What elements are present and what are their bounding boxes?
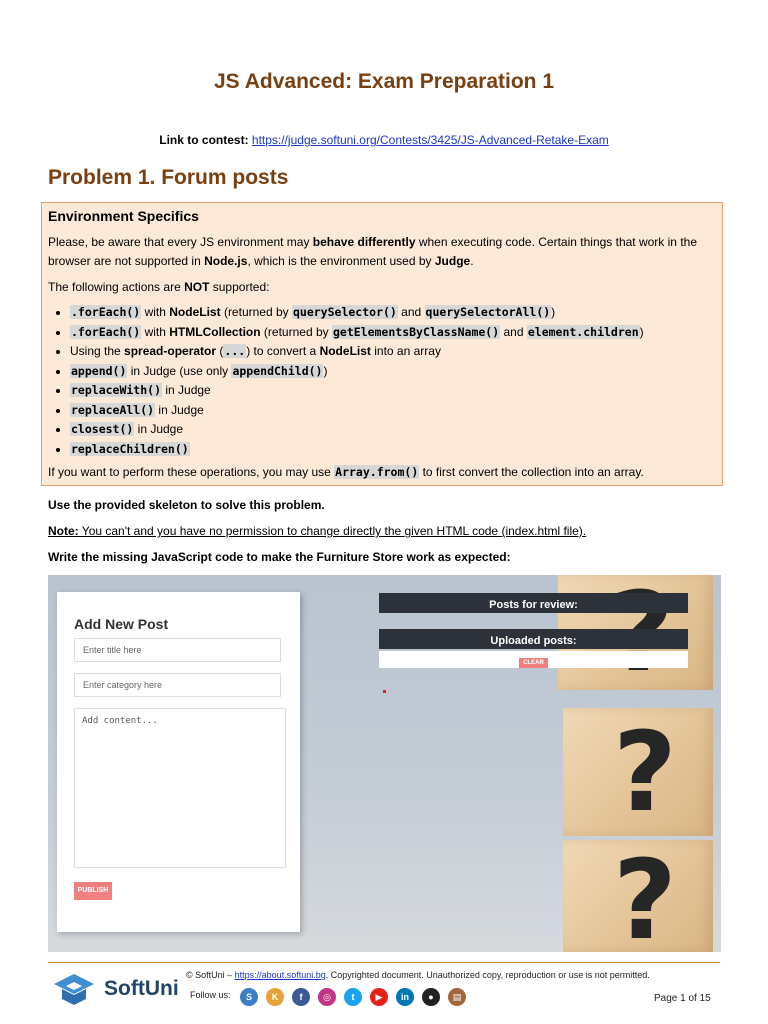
environment-paragraph: Please, be aware that every JS environment may behave differently when executing code. Certain things that work in the browser are not supported in Node.js, which is the environment used by Judge. <box>48 234 697 268</box>
copyright-line: © SoftUni – https://about.softuni.bg. Copyrighted document. Unauthorized copy, reproduction or use is not permitted. <box>186 970 650 980</box>
wood-cube <box>563 708 713 836</box>
form-heading: Add New Post <box>74 616 169 632</box>
list-item: • replaceWith() in Judge <box>70 381 716 401</box>
list-item: • replaceAll() in Judge <box>70 401 716 421</box>
list-item: • .forEach() with HTMLCollection (returned by getElementsByClassName() and element.children) <box>70 323 716 343</box>
note-line: Note: You can't and you have no permission to change directly the given HTML code (index.html file). <box>48 524 587 538</box>
page-number: Page 1 of 15 <box>654 993 711 1004</box>
question-mark: ? <box>613 708 677 836</box>
list-item: • .forEach() with NodeList (returned by querySelector() and querySelectorAll()) <box>70 303 716 323</box>
wood-cube <box>563 836 713 952</box>
softuni-icon[interactable]: S <box>240 988 258 1006</box>
document-title: JS Advanced: Exam Preparation 1 <box>213 70 555 93</box>
publish-button[interactable]: PUBLISH <box>74 882 112 900</box>
softuni-logo-icon <box>52 972 96 1006</box>
about-link[interactable]: https://about.softuni.bg <box>234 970 326 980</box>
list-item: • Using the spread-operator (...) to convert a NodeList into an array <box>70 342 716 362</box>
not-supported-intro: The following actions are NOT supported: <box>48 279 270 294</box>
instagram-icon[interactable]: ◎ <box>318 988 336 1006</box>
red-dot <box>383 690 386 693</box>
blog-icon[interactable]: ▤ <box>448 988 466 1006</box>
contest-link[interactable]: https://judge.softuni.org/Contests/3425/JS-Advanced-Retake-Exam <box>251 133 609 147</box>
review-panel-heading: Posts for review: <box>379 593 688 613</box>
list-item: • replaceChildren() <box>70 440 716 460</box>
youtube-icon[interactable]: ▶ <box>370 988 388 1006</box>
app-screenshot <box>48 575 721 952</box>
linkedin-icon[interactable]: in <box>396 988 414 1006</box>
environment-box <box>41 202 723 486</box>
softuni-kids-icon[interactable]: K <box>266 988 284 1006</box>
clear-button[interactable]: CLEAR <box>519 658 548 668</box>
content-textarea[interactable]: Add content... <box>74 708 286 868</box>
add-post-form <box>57 592 300 932</box>
question-mark: ? <box>613 836 677 952</box>
problem-title: Problem 1. Forum posts <box>48 166 289 189</box>
facebook-icon[interactable]: f <box>292 988 310 1006</box>
environment-heading: Environment Specifics <box>48 208 199 224</box>
uploaded-panel-heading: Uploaded posts: <box>379 629 688 649</box>
array-from-tip: If you want to perform these operations, you may use Array.from() to first convert the collection into an array. <box>48 465 644 479</box>
footer-divider <box>48 962 720 963</box>
write-instruction: Write the missing JavaScript code to make the Furniture Store work as expected: <box>48 550 511 564</box>
softuni-logo-text: SoftUni <box>104 977 179 1000</box>
not-supported-list <box>48 303 716 459</box>
contest-line <box>0 133 768 147</box>
title-input[interactable]: Enter title here <box>74 638 281 662</box>
category-input[interactable]: Enter category here <box>74 673 281 697</box>
contest-label: Link to contest: <box>159 133 252 147</box>
github-icon[interactable]: ● <box>422 988 440 1006</box>
follow-us-label: Follow us: <box>190 990 231 1000</box>
skeleton-instruction: Use the provided skeleton to solve this problem. <box>48 498 325 512</box>
list-item: • append() in Judge (use only appendChild()) <box>70 362 716 382</box>
list-item: • closest() in Judge <box>70 420 716 440</box>
twitter-icon[interactable]: t <box>344 988 362 1006</box>
